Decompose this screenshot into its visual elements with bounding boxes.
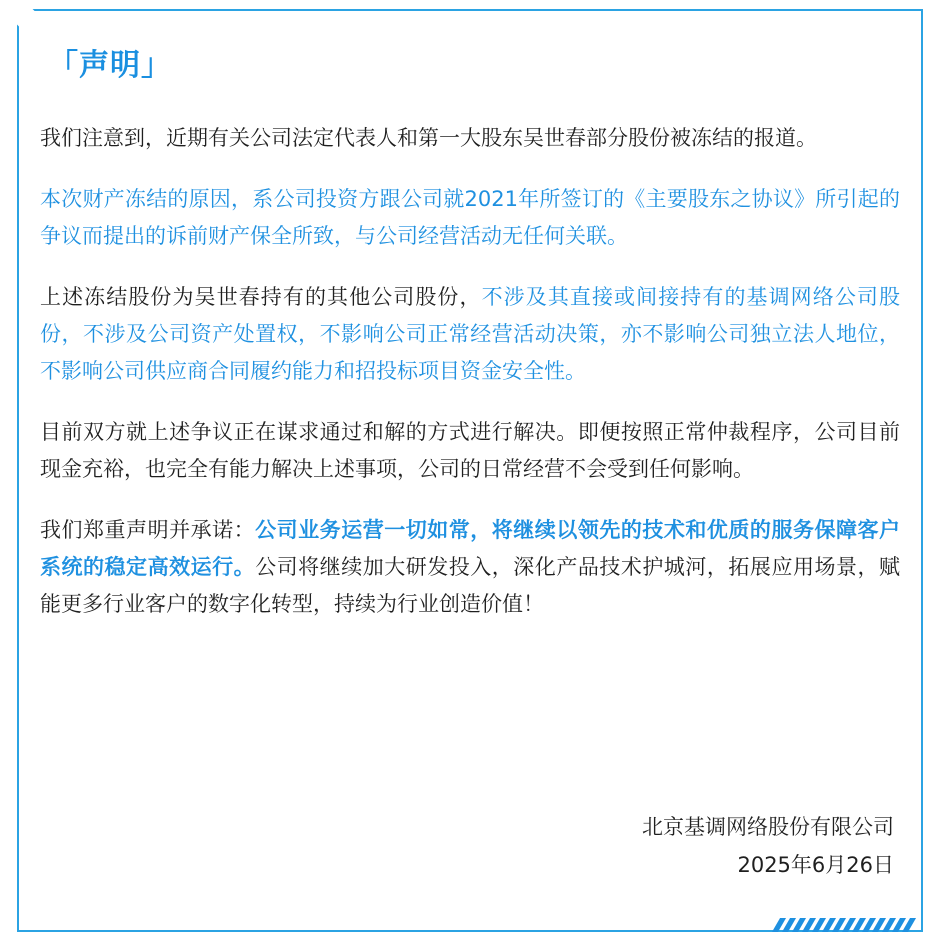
paragraph-2	[40, 181, 900, 255]
paragraph-3-plain: 上述冻结股份为吴世春持有的其他公司股份，	[40, 285, 482, 309]
paragraph-5-commitment: 公司业务运营一切如常，将继续以领先的技术和优质的服务保障客户系统的稳定高效运行。	[40, 518, 901, 579]
statement-body	[40, 120, 900, 647]
page-title: 「声明」	[48, 48, 172, 83]
signature-block	[642, 808, 894, 884]
statement-date: 2025年6月26日	[737, 853, 894, 877]
paragraph-5	[40, 512, 900, 623]
company-name: 北京基调网络股份有限公司	[642, 815, 894, 839]
decorative-stripes	[776, 918, 912, 932]
paragraph-5-plain-end: 公司将继续加大研发投入，深化产品技术护城河，拓展应用场景，赋能更多行业客户的数字化转型，持续为行业创造价值！	[40, 555, 901, 616]
paragraph-4-text: 目前双方就上述争议正在谋求通过和解的方式进行解决。即便按照正常仲裁程序，公司目前现金充裕，也完全有能力解决上述事项，公司的日常经营不会受到任何影响。	[40, 420, 900, 481]
paragraph-2-text: 本次财产冻结的原因，系公司投资方跟公司就2021年所签订的《主要股东之协议》所引起的争议而提出的诉前财产保全所致，与公司经营活动无任何关联。	[40, 187, 900, 248]
paragraph-3	[40, 279, 900, 390]
paragraph-5-plain-start: 我们郑重声明并承诺：	[40, 518, 256, 542]
paragraph-3-highlight: 不涉及其直接或间接持有的基调网络公司股份，不涉及公司资产处置权，不影响公司正常经营活动决策，亦不影响公司独立法人地位，不影响公司供应商合同履约能力和招投标项目资金安全性。	[40, 285, 900, 383]
paragraph-1	[40, 120, 900, 157]
paragraph-1-text: 我们注意到，近期有关公司法定代表人和第一大股东吴世春部分股份被冻结的报道。	[40, 126, 817, 150]
paragraph-4	[40, 414, 900, 488]
